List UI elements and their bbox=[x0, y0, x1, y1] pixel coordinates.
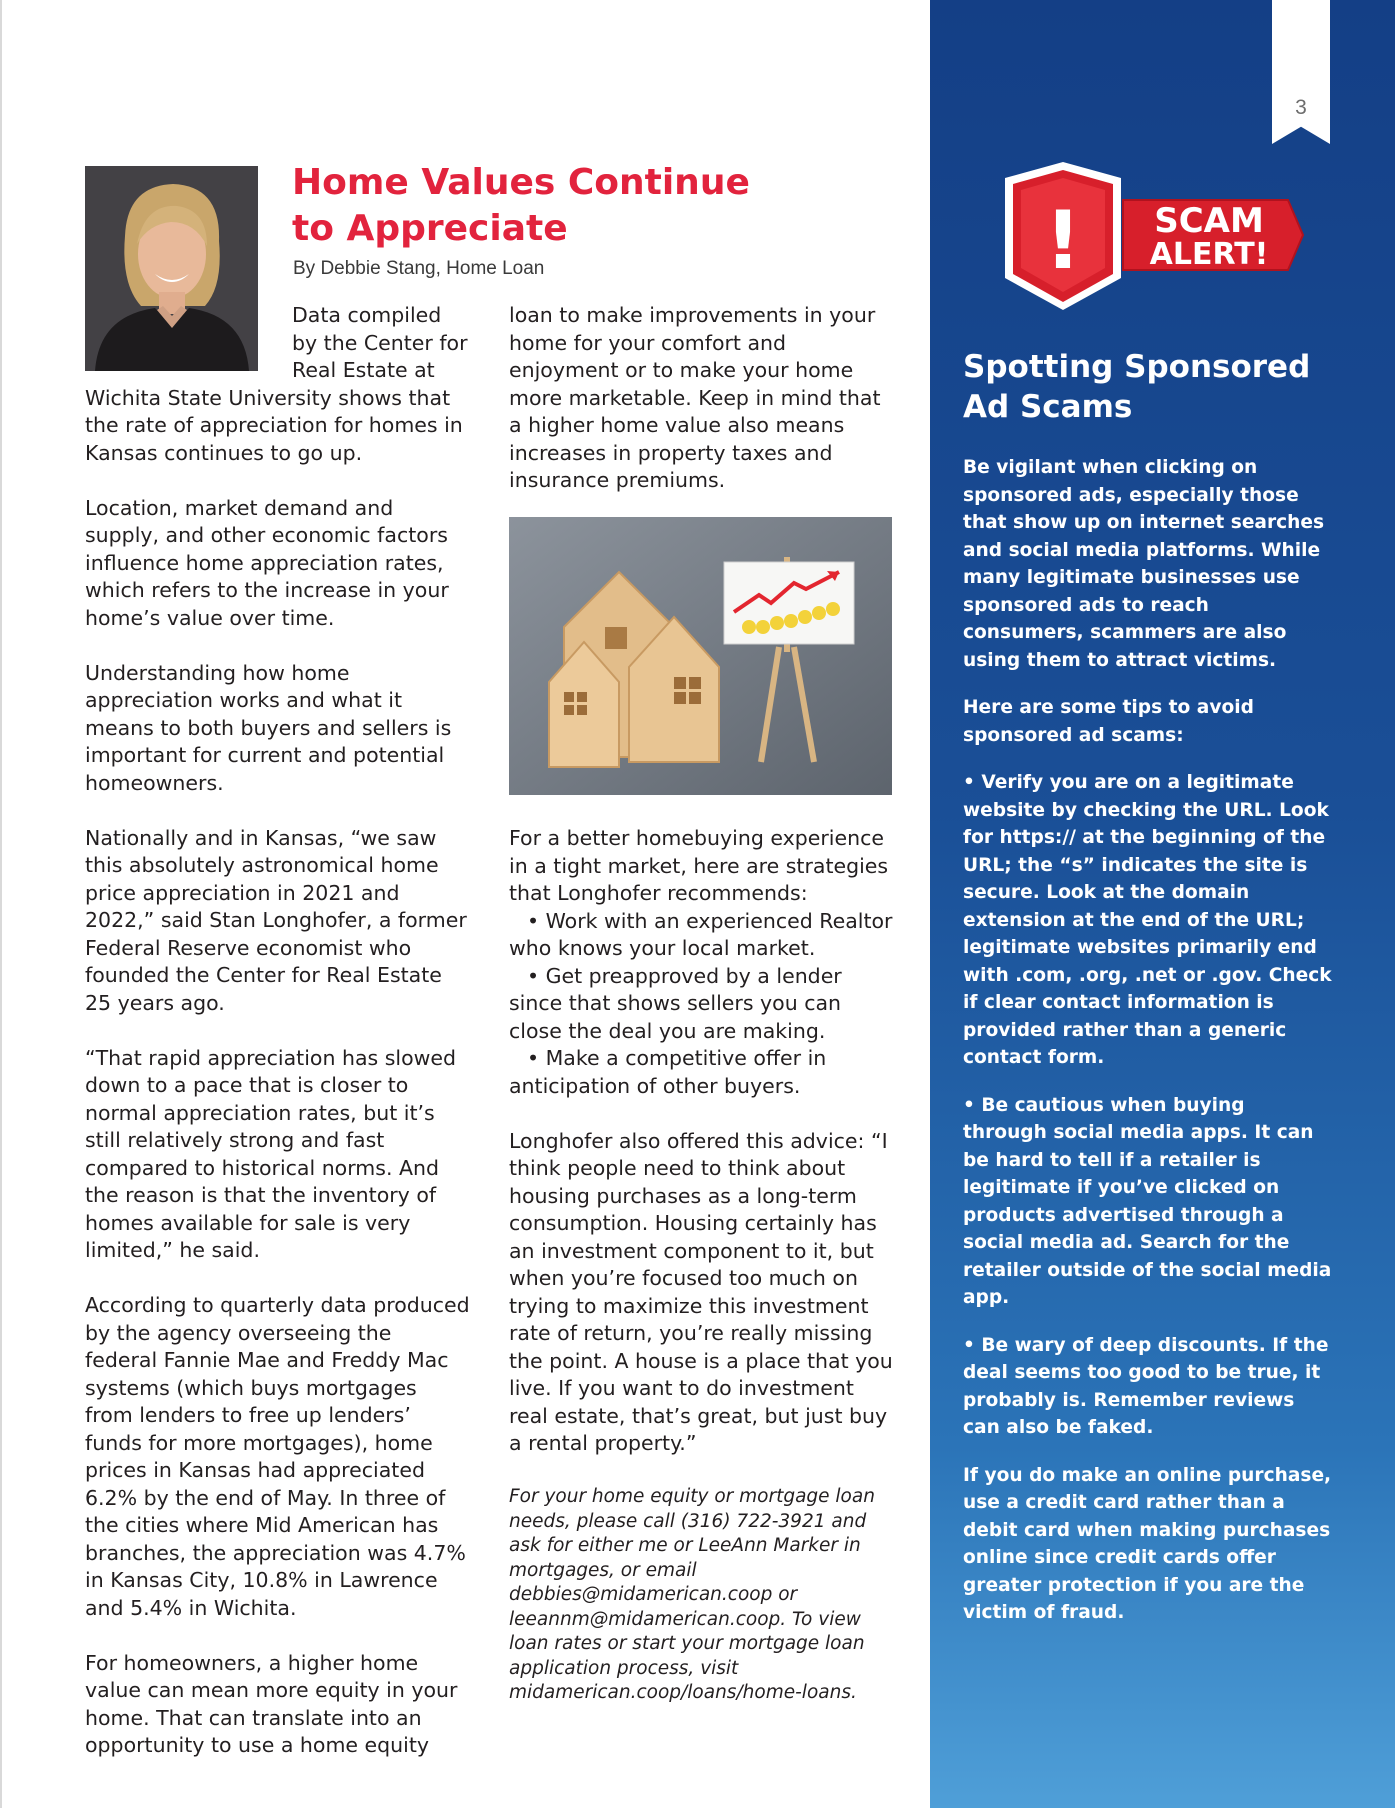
paragraph: For homeowners, a higher home value can mean more equity in your home. That can translate into an opportunity to use a home equity bbox=[85, 1650, 458, 1757]
article-title-line1: Home Values Continue bbox=[292, 162, 750, 203]
wooden-houses-chart-image bbox=[509, 517, 892, 795]
paragraph: Longhofer also offered this advice: “I think people need to think about housing purchases as a long-term consumption. Housing certainly has an investment component to it, but when you’re focused too much on trying to maximize this investment rate of return, you’re really missing the point. A house is a place that you live. If you want to do investment real estate, that’s great, but just buy a rental property.” bbox=[509, 1128, 893, 1455]
article-column-2-top bbox=[509, 302, 894, 522]
sidebar-tip: • Be wary of deep discounts. If the deal seems too good to be true, it probably is. Remember reviews can also be faked. bbox=[963, 1334, 1329, 1438]
sidebar-title bbox=[963, 347, 1343, 427]
page-edge bbox=[0, 0, 2, 1808]
sidebar-body bbox=[963, 454, 1333, 1647]
contact-note: For your home equity or mortgage loan needs, please call (316) 722-3921 and ask for either me or LeeAnn Marker in mortgages, or email debbies@midamerican.coop or leeannm@midamerican.coop. To view loan rates or start your mortgage loan application process, visit midamerican.coop/loans/home-loans. bbox=[509, 1486, 875, 1703]
paragraph: loan to make improvements in your home for your comfort and enjoyment or to make your home more marketable. Keep in mind that a higher home value also means increases in property taxes and insurance premiums. bbox=[509, 303, 881, 492]
badge-word-scam: SCAM bbox=[1154, 201, 1264, 241]
article-column-1 bbox=[85, 302, 470, 1787]
paragraph: Understanding how home appreciation works and what it means to both buyers and sellers is important for current and potential homeowners. bbox=[85, 660, 452, 795]
sidebar-title-line2: Ad Scams bbox=[963, 389, 1133, 425]
list-item: • Make a competitive offer in anticipation of other buyers. bbox=[509, 1046, 827, 1098]
list-item: • Get preapproved by a lender since that shows sellers you can close the deal you are making. bbox=[509, 963, 842, 1043]
list-item: • Work with an experienced Realtor who knows your local market. bbox=[509, 908, 893, 960]
paragraph: For a better homebuying experience in a tight market, here are strategies that Longhofer recommends: bbox=[509, 826, 889, 905]
byline: By Debbie Stang, Home Loan bbox=[293, 258, 545, 279]
article-column-2-bottom bbox=[509, 825, 894, 1733]
photo-wrap-spacer bbox=[85, 302, 292, 380]
scam-alert-badge bbox=[1003, 160, 1308, 320]
sidebar-title-line1: Spotting Sponsored bbox=[963, 349, 1311, 385]
article-title bbox=[292, 160, 852, 252]
sidebar-tip: • Verify you are on a legitimate website by checking the URL. Look for https:// at the beginning of the URL; the “s” indicates the site is secure. Look at the domain extension at the end of the URL; legitimate websites primarily end with .com, .org, .net or .gov. Check if clear contact information is provided rather than a generic contact form. bbox=[963, 772, 1332, 1068]
page-number-tab bbox=[1272, 0, 1330, 144]
sidebar-paragraph: Here are some tips to avoid sponsored ad scams: bbox=[963, 697, 1254, 746]
article-title-line2: to Appreciate bbox=[292, 208, 568, 249]
exclamation-icon: ! bbox=[1044, 194, 1082, 287]
paragraph: “That rapid appreciation has slowed down to a pace that is closer to normal appreciation rates, but it’s still relatively strong and fast compared to historical norms. And the reason is that the inventory of homes available for sale is very limited,” he said. bbox=[85, 1045, 457, 1262]
page-number: 3 bbox=[1295, 96, 1307, 119]
paragraph: Location, market demand and supply, and other economic factors influence home appreciation rates, which refers to the increase in your home’s value over time. bbox=[85, 495, 449, 630]
paragraph: Data compiled by the Center for Real Estate at Wichita State University shows that the rate of appreciation for homes in Kansas continues to go up. bbox=[85, 303, 468, 465]
paragraph: Nationally and in Kansas, “we saw this absolutely astronomical home price appreciation in 2021 and 2022,” said Stan Longhofer, a former Federal Reserve economist who founded the Center for Real Estate 25 years ago. bbox=[85, 825, 467, 1015]
sidebar-tip: • Be cautious when buying through social media apps. It can be hard to tell if a retailer is legitimate if you’ve clicked on products advertised through a social media ad. Search for the retailer outside of the social media app. bbox=[963, 1094, 1332, 1308]
sidebar-paragraph: Be vigilant when clicking on sponsored ads, especially those that show up on internet searches and social media platforms. While many legitimate businesses use sponsored ads to reach consumers, scammers are also using them to attract victims. bbox=[963, 457, 1325, 671]
paragraph: According to quarterly data produced by the agency overseeing the federal Fannie Mae and Freddy Mac systems (which buys mortgages from lenders to free up lenders’ funds for more mortgages), home prices in Kansas had appreciated 6.2% by the end of May. In three of the cities where Mid American has branches, the appreciation was 4.7% in Kansas City, 10.8% in Lawrence and 5.4% in Wichita. bbox=[85, 1293, 470, 1620]
badge-word-alert: ALERT! bbox=[1149, 237, 1269, 272]
sidebar-paragraph: If you do make an online purchase, use a credit card rather than a debit card when making purchases online since credit cards offer greater protection if you are the victim of fraud. bbox=[963, 1464, 1332, 1623]
